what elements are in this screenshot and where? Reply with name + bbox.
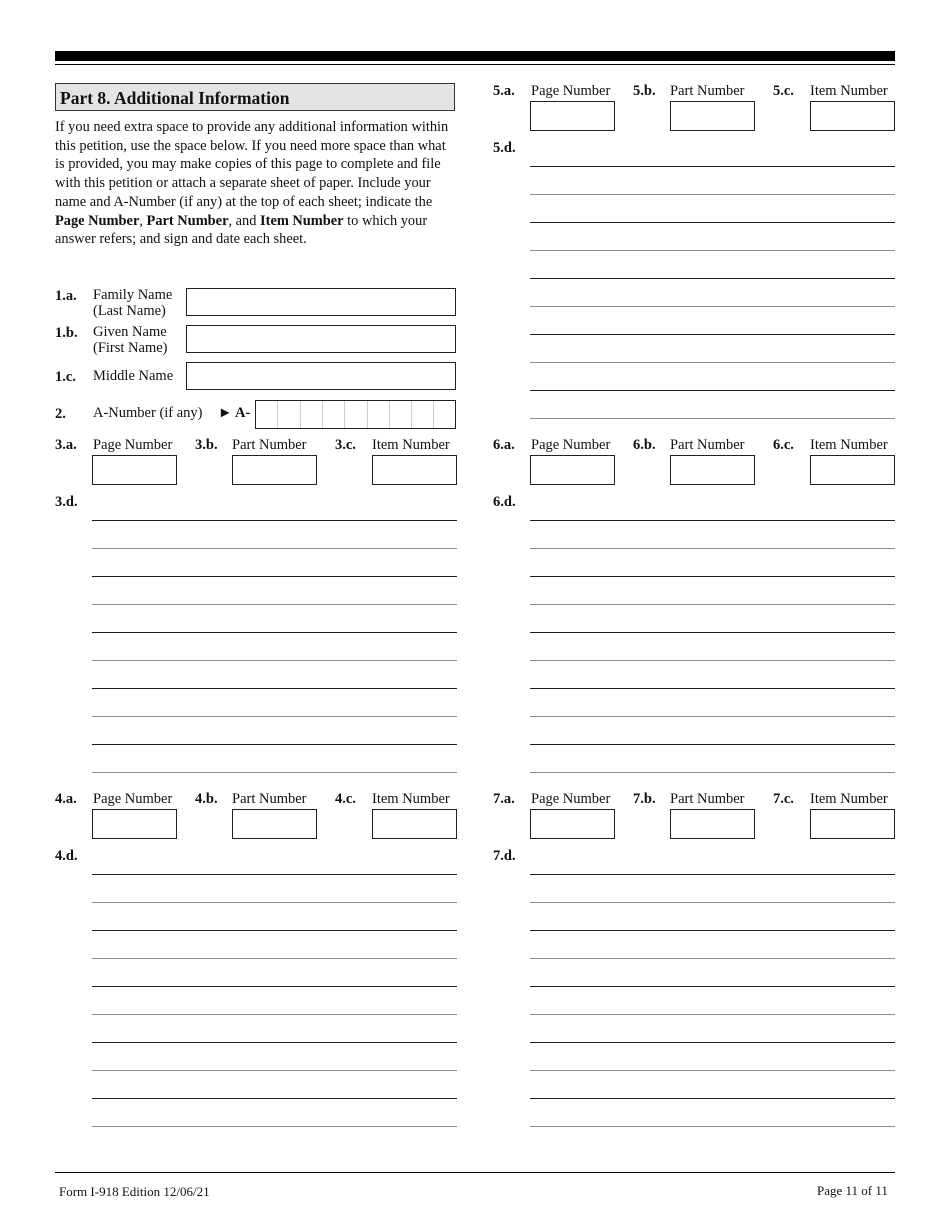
item-4b-number: 4.b. <box>195 791 218 807</box>
answer-line <box>530 222 895 223</box>
item-5c-number: 5.c. <box>773 83 794 99</box>
answer-line <box>530 278 895 279</box>
answer-line <box>530 688 895 689</box>
answer-line <box>530 958 895 959</box>
a-number-digit-divider <box>322 401 323 428</box>
item-4a-number: 4.a. <box>55 791 77 807</box>
answer-line <box>530 632 895 633</box>
answer-line <box>92 1070 457 1071</box>
item-6a-number: 6.a. <box>493 437 515 453</box>
answer-area-6d[interactable] <box>530 507 895 775</box>
page-number-label: Page Number <box>93 791 173 807</box>
answer-line <box>530 986 895 987</box>
a-number-digit-divider <box>389 401 390 428</box>
answer-line <box>92 874 457 875</box>
a-number-field[interactable] <box>255 400 456 429</box>
answer-line <box>92 660 457 661</box>
page-number-label: Page Number <box>531 437 611 453</box>
page-number-field[interactable] <box>92 809 177 839</box>
footer-rule <box>55 1172 895 1173</box>
answer-line <box>92 576 457 577</box>
item-5b-number: 5.b. <box>633 83 656 99</box>
answer-line <box>530 1126 895 1127</box>
part-number-field[interactable] <box>670 455 755 485</box>
answer-line <box>530 520 895 521</box>
a-number-prefix: A- <box>235 405 251 421</box>
item-number-label: Item Number <box>372 791 450 807</box>
item-4d-number: 4.d. <box>55 848 78 864</box>
answer-line <box>530 1042 895 1043</box>
page-number-field[interactable] <box>530 101 615 131</box>
answer-line <box>92 772 457 773</box>
part-number-label: Part Number <box>232 791 307 807</box>
answer-line <box>92 744 457 745</box>
item-4c-number: 4.c. <box>335 791 356 807</box>
family-name-field[interactable] <box>186 288 456 316</box>
answer-line <box>530 1070 895 1071</box>
part-number-label: Part Number <box>670 791 745 807</box>
answer-line <box>530 930 895 931</box>
given-name-label: Given Name (First Name) <box>93 324 168 356</box>
arrow-right-icon: ► <box>218 405 233 421</box>
item-6d-number: 6.d. <box>493 494 516 510</box>
answer-line <box>530 902 895 903</box>
answer-line <box>92 520 457 521</box>
answer-area-4d[interactable] <box>92 861 457 1129</box>
answer-line <box>530 306 895 307</box>
item-number-field[interactable] <box>810 809 895 839</box>
item-2-number: 2. <box>55 406 66 422</box>
item-5d-number: 5.d. <box>493 140 516 156</box>
top-rule-thin <box>55 64 895 65</box>
page-number-label: Page Number <box>531 791 611 807</box>
answer-line <box>530 362 895 363</box>
answer-line <box>530 874 895 875</box>
part-number-label: Part Number <box>670 437 745 453</box>
answer-line <box>530 250 895 251</box>
item-7a-number: 7.a. <box>493 791 515 807</box>
top-rule-thick <box>55 51 895 61</box>
answer-area-5d[interactable] <box>530 153 895 421</box>
item-number-label: Item Number <box>810 791 888 807</box>
answer-line <box>92 902 457 903</box>
item-number-field[interactable] <box>810 455 895 485</box>
part-number-field[interactable] <box>670 101 755 131</box>
answer-line <box>530 744 895 745</box>
answer-line <box>530 334 895 335</box>
answer-area-7d[interactable] <box>530 861 895 1129</box>
answer-line <box>530 716 895 717</box>
item-1c-number: 1.c. <box>55 369 76 385</box>
a-number-digit-divider <box>411 401 412 428</box>
answer-line <box>530 548 895 549</box>
part-number-field[interactable] <box>670 809 755 839</box>
answer-line <box>92 1042 457 1043</box>
answer-line <box>92 1014 457 1015</box>
a-number-digit-divider <box>344 401 345 428</box>
page-number-label: Page Number <box>93 437 173 453</box>
item-6c-number: 6.c. <box>773 437 794 453</box>
answer-line <box>530 1098 895 1099</box>
answer-line <box>530 576 895 577</box>
item-7d-number: 7.d. <box>493 848 516 864</box>
part-number-label: Part Number <box>670 83 745 99</box>
answer-line <box>92 986 457 987</box>
answer-line <box>530 604 895 605</box>
a-number-digit-divider <box>277 401 278 428</box>
intro-text: If you need extra space to provide any additional information within this petition, use the space below. If you need more space than what is provided, you may make copies of this page to complete and file with this petition or attach a separate sheet of paper. Include your name and A-Number (if any) at the top of each sheet; indicate the Page Number, Part Number, and Item Number to which your answer refers; and sign and date each sheet. <box>55 119 449 248</box>
page-number-field[interactable] <box>92 455 177 485</box>
given-name-field[interactable] <box>186 325 456 353</box>
item-number-field[interactable] <box>372 455 457 485</box>
answer-line <box>530 772 895 773</box>
item-number-label: Item Number <box>372 437 450 453</box>
answer-line <box>92 930 457 931</box>
answer-line <box>530 166 895 167</box>
item-1a-number: 1.a. <box>55 288 77 304</box>
answer-line <box>92 604 457 605</box>
item-7b-number: 7.b. <box>633 791 656 807</box>
item-3c-number: 3.c. <box>335 437 356 453</box>
item-number-label: Item Number <box>810 83 888 99</box>
answer-area-3d[interactable] <box>92 507 457 775</box>
family-name-label: Family Name (Last Name) <box>93 287 173 319</box>
part-header: Part 8. Additional Information <box>55 83 455 111</box>
item-3b-number: 3.b. <box>195 437 218 453</box>
answer-line <box>530 660 895 661</box>
page-number-field[interactable] <box>530 809 615 839</box>
a-number-label: A-Number (if any) <box>93 405 203 421</box>
page-number-label: Page Number <box>531 83 611 99</box>
item-6b-number: 6.b. <box>633 437 656 453</box>
item-5a-number: 5.a. <box>493 83 515 99</box>
answer-line <box>530 1014 895 1015</box>
middle-name-label: Middle Name <box>93 368 174 384</box>
item-7c-number: 7.c. <box>773 791 794 807</box>
answer-line <box>92 688 457 689</box>
answer-line <box>530 194 895 195</box>
form-edition: Form I-918 Edition 12/06/21 <box>59 1184 210 1199</box>
item-number-field[interactable] <box>372 809 457 839</box>
a-number-digit-divider <box>300 401 301 428</box>
part-number-field[interactable] <box>232 809 317 839</box>
item-1b-number: 1.b. <box>55 325 78 341</box>
a-number-digit-divider <box>433 401 434 428</box>
item-number-field[interactable] <box>810 101 895 131</box>
answer-line <box>92 958 457 959</box>
middle-name-field[interactable] <box>186 362 456 390</box>
item-number-label: Item Number <box>810 437 888 453</box>
answer-line <box>530 390 895 391</box>
item-3a-number: 3.a. <box>55 437 77 453</box>
answer-line <box>92 1098 457 1099</box>
answer-line <box>92 548 457 549</box>
answer-line <box>92 1126 457 1127</box>
a-number-digit-divider <box>367 401 368 428</box>
part-number-field[interactable] <box>232 455 317 485</box>
page-indicator: Page 11 of 11 <box>817 1183 888 1198</box>
answer-line <box>92 632 457 633</box>
answer-line <box>92 716 457 717</box>
answer-line <box>530 418 895 419</box>
item-3d-number: 3.d. <box>55 494 78 510</box>
part-number-label: Part Number <box>232 437 307 453</box>
page-number-field[interactable] <box>530 455 615 485</box>
